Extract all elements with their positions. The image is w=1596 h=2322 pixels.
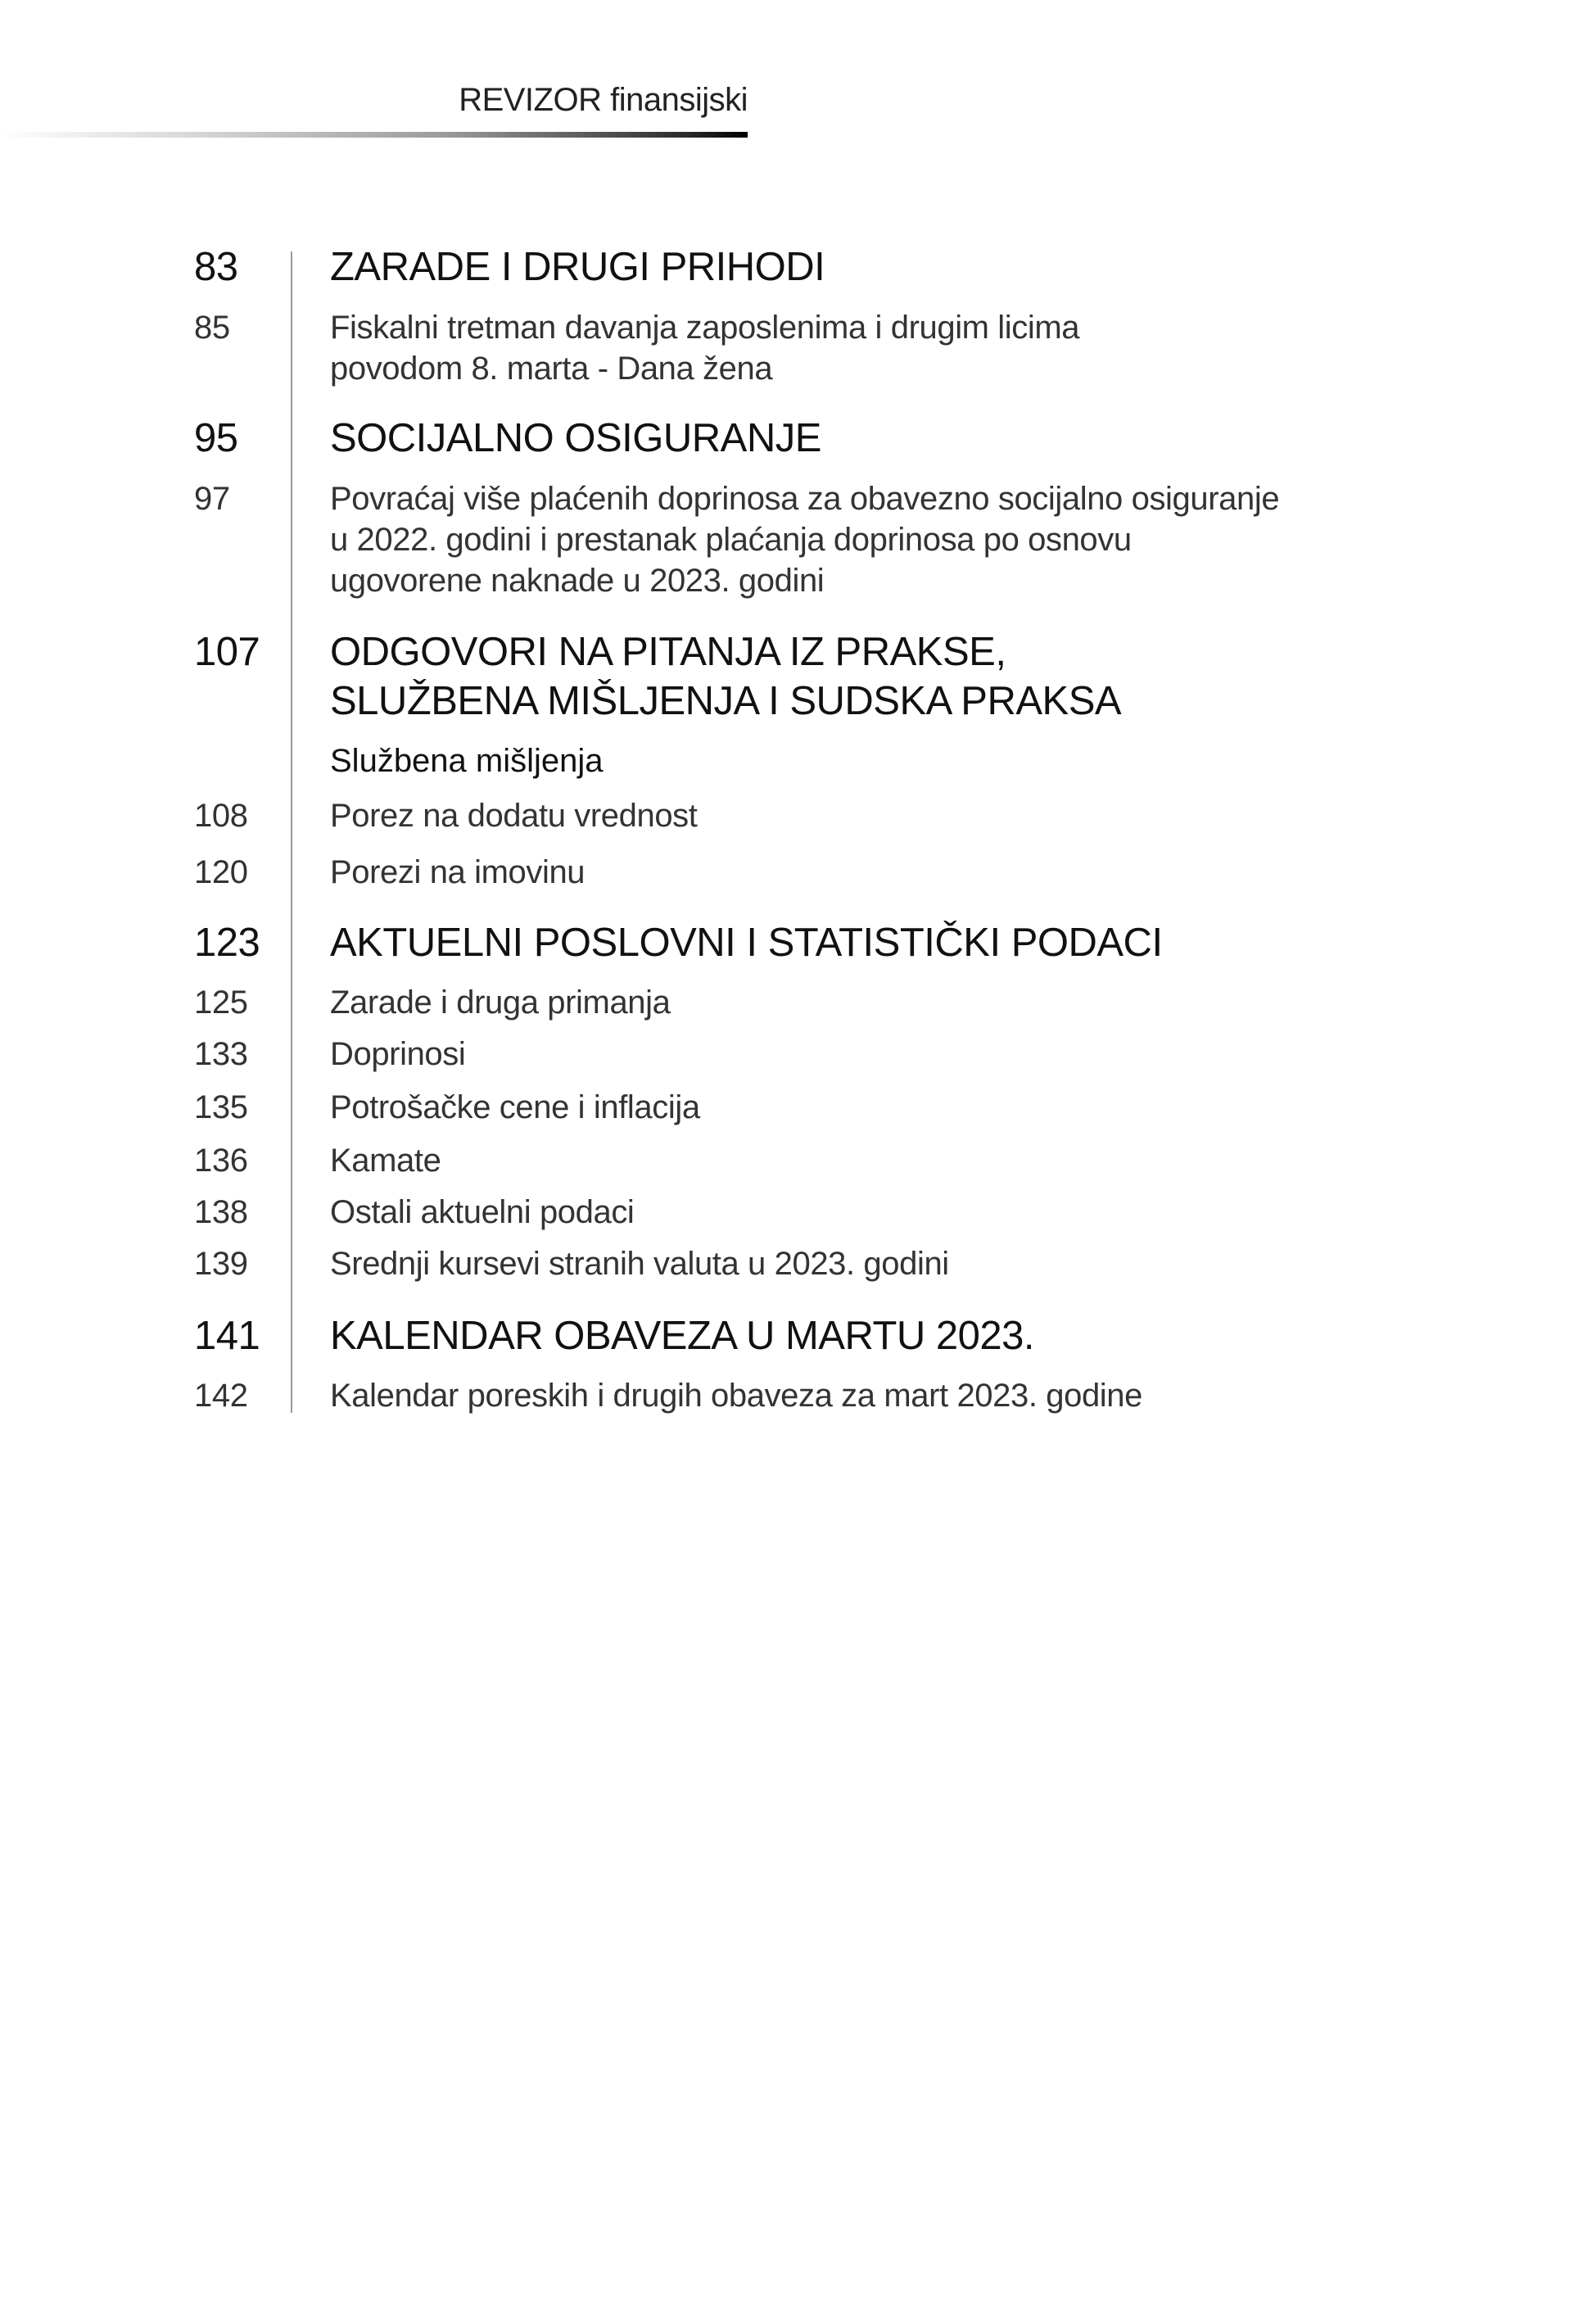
page-number: 108 bbox=[194, 798, 248, 834]
page-number: 135 bbox=[194, 1089, 248, 1125]
page-number: 83 bbox=[194, 245, 238, 289]
page-number: 139 bbox=[194, 1246, 248, 1282]
entry-title[interactable]: Srednji kursevi stranih valuta u 2023. godini bbox=[330, 1246, 949, 1282]
section-title[interactable]: AKTUELNI POSLOVNI I STATISTIČKI PODACI bbox=[330, 921, 1163, 965]
entry-title[interactable] bbox=[330, 307, 1079, 389]
entry-title[interactable] bbox=[330, 478, 1279, 601]
page-number: 138 bbox=[194, 1194, 248, 1230]
entry-title-line: u 2022. godini i prestanak plaćanja doprinosa po osnovu bbox=[330, 522, 1132, 558]
page-number: 85 bbox=[194, 310, 230, 346]
page-number: 125 bbox=[194, 984, 248, 1021]
section-title[interactable]: KALENDAR OBAVEZA U MARTU 2023. bbox=[330, 1314, 1035, 1358]
section-title-line: SLUŽBENA MIŠLJENJA I SUDSKA PRAKSA bbox=[330, 679, 1122, 723]
section-title[interactable] bbox=[330, 627, 1121, 726]
entry-title-line: Povraćaj više plaćenih doprinosa za obavezno socijalno osiguranje bbox=[330, 481, 1280, 517]
page-number: 141 bbox=[194, 1314, 260, 1358]
entry-title-line: Fiskalni tretman davanja zaposlenima i drugim licima bbox=[330, 310, 1080, 346]
page-number: 142 bbox=[194, 1378, 248, 1414]
page-number: 120 bbox=[194, 854, 248, 890]
entry-title[interactable]: Doprinosi bbox=[330, 1036, 466, 1072]
entry-title[interactable]: Ostali aktuelni podaci bbox=[330, 1194, 635, 1230]
entry-title[interactable]: Potrošačke cene i inflacija bbox=[330, 1089, 700, 1125]
page-number: 97 bbox=[194, 481, 230, 517]
subheading-title: Službena mišljenja bbox=[330, 743, 604, 779]
entry-title-line: ugovorene naknade u 2023. godini bbox=[330, 563, 825, 599]
section-title[interactable]: ZARADE I DRUGI PRIHODI bbox=[330, 245, 825, 289]
page-number: 136 bbox=[194, 1143, 248, 1179]
entry-title[interactable]: Zarade i druga primanja bbox=[330, 984, 671, 1021]
publication-title: REVIZOR finansijski bbox=[459, 82, 748, 118]
entry-title[interactable]: Porezi na imovinu bbox=[330, 854, 586, 890]
page-number: 107 bbox=[194, 630, 260, 674]
page-number: 123 bbox=[194, 921, 260, 965]
section-title[interactable]: SOCIJALNO OSIGURANJE bbox=[330, 416, 821, 460]
page-number: 133 bbox=[194, 1036, 248, 1072]
entry-title[interactable]: Kalendar poreskih i drugih obaveza za mart 2023. godine bbox=[330, 1378, 1142, 1414]
entry-title[interactable]: Porez na dodatu vrednost bbox=[330, 798, 698, 834]
page-number: 95 bbox=[194, 416, 238, 460]
entry-title[interactable]: Kamate bbox=[330, 1143, 441, 1179]
header-gradient-bar bbox=[0, 132, 748, 138]
entry-title-line: povodom 8. marta - Dana žena bbox=[330, 351, 773, 387]
section-title-line: ODGOVORI NA PITANJA IZ PRAKSE, bbox=[330, 630, 1006, 674]
toc-divider bbox=[291, 251, 292, 1413]
